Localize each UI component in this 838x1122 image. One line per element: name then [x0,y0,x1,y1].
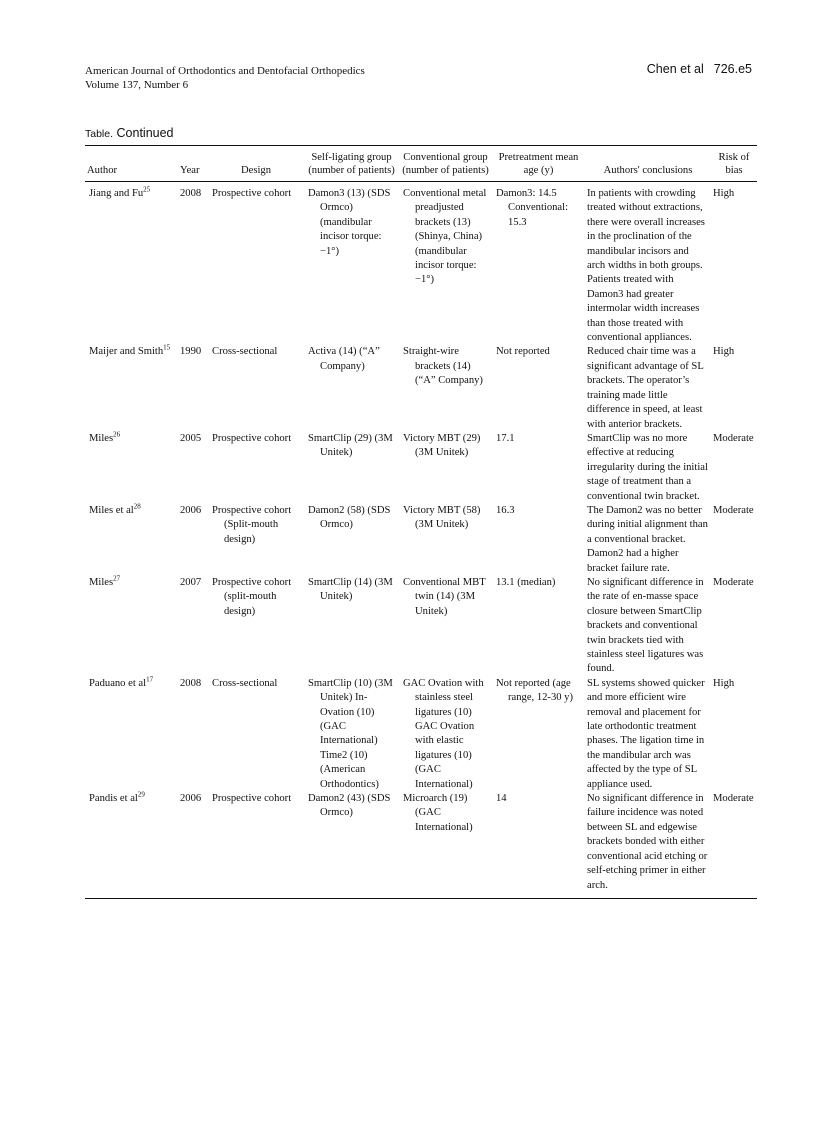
reference-number: 29 [137,790,145,799]
design-cell: Prospective cohort [212,793,292,805]
table-caption [85,126,174,140]
age-cell: Not reported [496,346,550,358]
conclusions-cell: Reduced chair time was a significant advantage of SL brackets. The operator’s training made little difference in speed, at least with anterior brackets. [587,346,704,430]
author-cell [87,576,176,590]
author-name: Paduano et al [89,677,147,689]
year-cell: 2007 [180,576,202,588]
reference-number: 17 [146,675,154,684]
table-row [85,504,757,576]
self-ligating-cell: Damon3 (13) (SDS Ormco) (mandibular incisor torque: −1°) [308,188,391,257]
year-cell: 2008 [180,188,202,199]
self-ligating-cell: Damon2 (58) (SDS Ormco) [308,504,391,531]
age-cell: 16.3 [496,504,515,516]
conventional-cell: Microarch (19) (GAC International) [403,793,473,833]
year-cell: 2006 [180,793,202,805]
self-ligating-cell: SmartClip (29) (3M Unitek) [308,432,393,459]
col-author: Author [87,165,118,176]
conclusions-cell: In patients with crowding treated without extractions, there were overall increases in the proclination of the mandibular incisors and arch widths in both groups. Patients treated with Damon3 had greater intermolar width increases than those treated with conventional appliances. [587,188,705,344]
running-author: Chen et al [646,62,704,76]
year-cell: 1990 [180,346,202,358]
design-cell: Prospective cohort (Split-mouth design) [212,504,292,545]
design-cell: Prospective cohort [212,432,292,444]
table-header-row [85,146,757,182]
author-name: Miles et al [89,504,134,516]
col-age: Pretreatment mean age (y) [498,152,579,176]
self-ligating-cell: Activa (14) (“A” Company) [308,346,380,372]
design-cell: Prospective cohort (split-mouth design) [212,576,292,617]
table-caption-title: Continued [116,126,174,140]
conclusions-cell: SmartClip was no more effective at reducing irregularity during the initial stage of treatment than a conventional twin bracket. [587,432,708,502]
conclusions-cell: The Damon2 was no better during initial alignment than a conventional bracket. Damon2 had a higher bracket failure rate. [587,504,708,574]
conventional-cell: Conventional MBT twin (14) (3M Unitek) [403,576,486,617]
year-cell: 2008 [180,677,202,689]
table-row [85,432,757,504]
conventional-cell: Victory MBT (58) (3M Unitek) [403,504,481,531]
conventional-cell: Victory MBT (29) (3M Unitek) [403,432,481,459]
age-cell: 17.1 [496,432,515,444]
age-cell: Damon3: 14.5 Conventional: 15.3 [496,188,569,228]
self-ligating-cell: SmartClip (14) (3M Unitek) [308,576,393,603]
table-caption-label: Table. [85,128,114,140]
table-row [85,576,757,677]
age-cell: 13.1 (median) [496,576,556,588]
running-header-journal [85,64,365,92]
author-cell [87,504,176,518]
col-self-ligating: Self-ligating group (number of patients) [308,152,395,176]
risk-cell: High [713,677,735,689]
reference-number: 25 [143,185,151,194]
year-cell: 2006 [180,504,202,516]
col-design: Design [240,165,271,176]
conclusions-cell: SL systems showed quicker and more efficient wire removal and placement for late orthodontic treatment phases. The ligation time in the mandibular arch was affected by the type of SL appliance used. [587,677,705,790]
design-cell: Prospective cohort [212,188,292,199]
running-header-page [647,62,752,76]
author-cell [87,345,176,359]
age-cell: 14 [496,793,507,805]
design-cell: Cross-sectional [212,346,278,358]
table-row [85,792,757,898]
conventional-cell: Straight-wire brackets (14) (“A” Company) [403,346,483,387]
risk-cell: Moderate [713,793,754,805]
risk-cell: Moderate [713,432,754,444]
journal-name: American Journal of Orthodontics and Dentofacial Orthopedics [85,65,365,77]
design-cell: Cross-sectional [212,677,278,689]
risk-cell: Moderate [713,504,754,516]
author-name: Jiang and Fu [89,188,144,199]
author-name: Miles [89,576,114,588]
studies-table [85,145,757,899]
year-cell: 2005 [180,432,202,444]
author-cell [87,432,176,446]
self-ligating-cell: Damon2 (43) (SDS Ormco) [308,793,391,819]
author-name: Maijer and Smith [89,346,164,358]
reference-number: 15 [163,343,171,352]
reference-number: 26 [113,430,121,439]
conventional-cell: Conventional metal preadjusted brackets (13) (Shinya, China) (mandibular incisor torque: −1°) [403,188,487,286]
conventional-cell: GAC Ovation with stainless steel ligatures (10) GAC Ovation with elastic ligatures (10) (GAC International) [403,677,484,790]
author-name: Pandis et al [89,793,138,805]
conclusions-cell: No significant difference in failure incidence was noted between SL and edgewise brackets bonded with either conventional acid etching or self-etching primer in either arch. [587,793,708,891]
col-conclusions: Authors' conclusions [603,165,693,176]
conclusions-cell: No significant difference in the rate of en-masse space closure between SmartClip brackets and conventional twin brackets tied with stainless steel ligatures was found. [587,576,704,675]
table-row [85,182,757,346]
page-number: 726.e5 [713,62,752,76]
reference-number: 27 [113,574,121,583]
reference-number: 28 [133,502,141,511]
risk-cell: Moderate [713,576,754,588]
table-row [85,677,757,792]
col-year: Year [180,165,200,176]
table-row [85,345,757,431]
author-cell [87,792,176,806]
risk-cell: High [713,346,735,358]
journal-volume: Volume 137, Number 6 [85,79,189,91]
author-cell [87,677,176,691]
author-name: Miles [89,432,114,444]
risk-cell: High [713,188,735,199]
author-cell [87,187,176,201]
col-conventional: Conventional group (number of patients) [402,152,489,176]
col-risk: Risk of bias [718,152,750,176]
self-ligating-cell: SmartClip (10) (3M Unitek) In-Ovation (10) (GAC International) Time2 (10) (American Orthodontics) [308,677,393,790]
age-cell: Not reported (age range, 12-30 y) [496,677,574,704]
